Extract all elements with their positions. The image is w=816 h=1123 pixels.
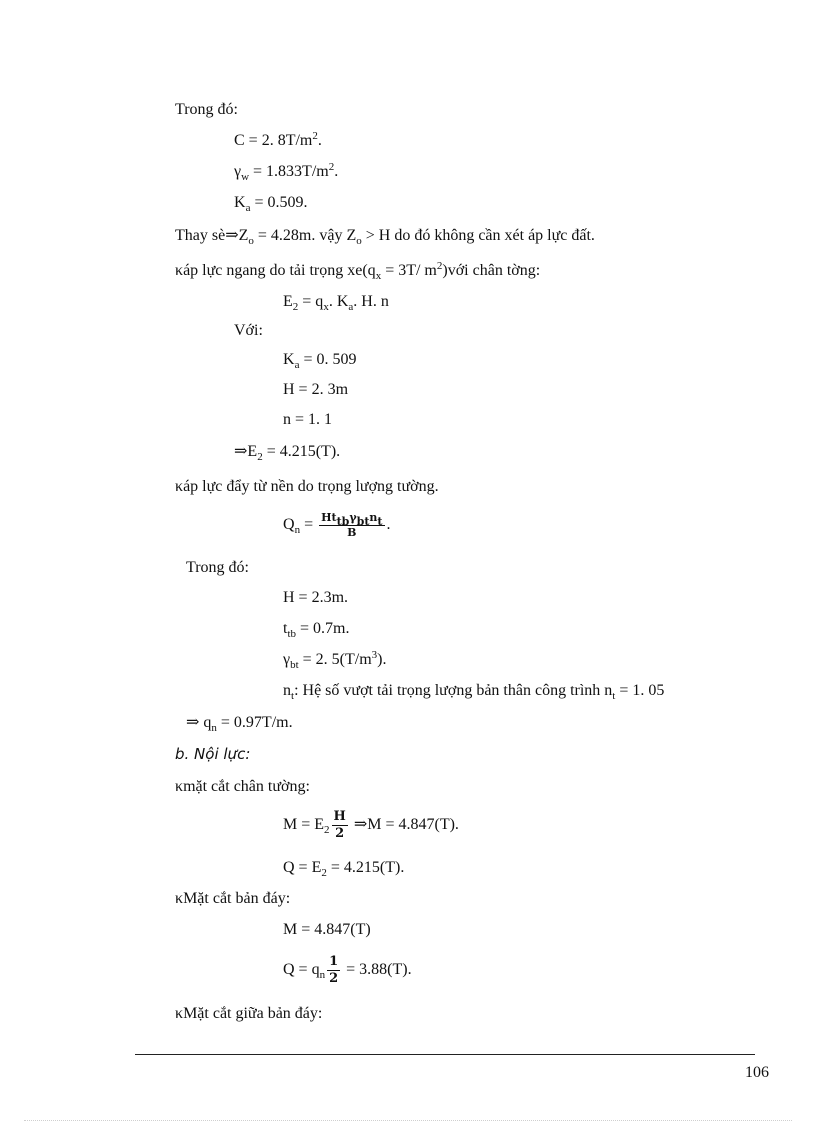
text-line: κáp lực đẩy từ nền do trọng lượng tường. bbox=[175, 478, 439, 495]
text-line: $\gamma_{bt} = 2$. $5(T/m^3)$. bbox=[283, 649, 387, 671]
text-line: $K_a = 0.509$. bbox=[234, 194, 308, 214]
text-line: M = 4.847(T) bbox=[283, 921, 371, 938]
formula-line: $Q_n$ = $\frac{Ht_{tb}\gamma_{bt}n_t}{B}$ . bbox=[283, 510, 391, 539]
footer-rule bbox=[135, 1054, 755, 1055]
text-line: C = 2. $8T/m^2$. bbox=[234, 130, 322, 149]
text-line: n = 1. 1 bbox=[283, 411, 333, 428]
text-line: $t_{tb} = 0.7m$. bbox=[283, 620, 350, 640]
text-line: $\gamma_w = 1.833T/m^2$. bbox=[234, 161, 339, 183]
formula-line: $M = E_2$ $\frac{H}{2}$ ⇒M = 4.847(T). bbox=[283, 808, 459, 841]
text-line: $\Rightarrow E_2 = 4.215(T)$. bbox=[234, 443, 341, 463]
text-line: κMặt cắt bản đáy: bbox=[175, 890, 291, 907]
fraction: $\frac{Ht_{tb}\gamma_{bt}n_t}{B}$ bbox=[321, 510, 383, 539]
text-line: κmặt cắt chân tường: bbox=[175, 778, 310, 795]
text-line: Trong đó: bbox=[175, 101, 238, 118]
text-line: κMặt cắt giữa bản đáy: bbox=[175, 1005, 323, 1022]
text-line: κáp lực ngang do tải trọng $xe(q_x = 3T/$ $m^2)với$ chân tờng: bbox=[175, 260, 541, 282]
text-line: ⇒ $q_n = 0.97T/m$. bbox=[186, 714, 293, 734]
fraction: $\frac{1}{2}$ bbox=[329, 953, 339, 986]
section-heading: b. Nội lực: bbox=[175, 745, 251, 763]
fraction: $\frac{H}{2}$ bbox=[333, 808, 346, 841]
text-line: Với: bbox=[234, 322, 263, 339]
text-line: $K_a = 0$. 509 bbox=[283, 351, 357, 371]
page-edge-divider bbox=[24, 1120, 792, 1121]
text-line: Trong đó: bbox=[186, 559, 249, 576]
formula-line: $Q = q_n$ $\frac{1}{2}$ = 3.88(T). bbox=[283, 953, 412, 986]
text-line: $Q = E_2 = 4.215(T)$. bbox=[283, 859, 405, 879]
text-line: $n_t$: Hệ số vượt tải trọng lượng bản thân công trình $n_t = 1$. 05 bbox=[283, 682, 665, 702]
text-line: H = 2.3m. bbox=[283, 589, 349, 606]
text-line: $E_2 = q_x$. $K_a$. H. n bbox=[283, 293, 389, 313]
page-number: 106 bbox=[745, 1064, 769, 1081]
text-line: Thay $sè\Rightarrow Z_o = 4.28m$. vậy $Z_o > H$ do đó không cần xét áp lực đất. bbox=[175, 227, 595, 247]
text-line: H = 2. 3m bbox=[283, 381, 349, 398]
